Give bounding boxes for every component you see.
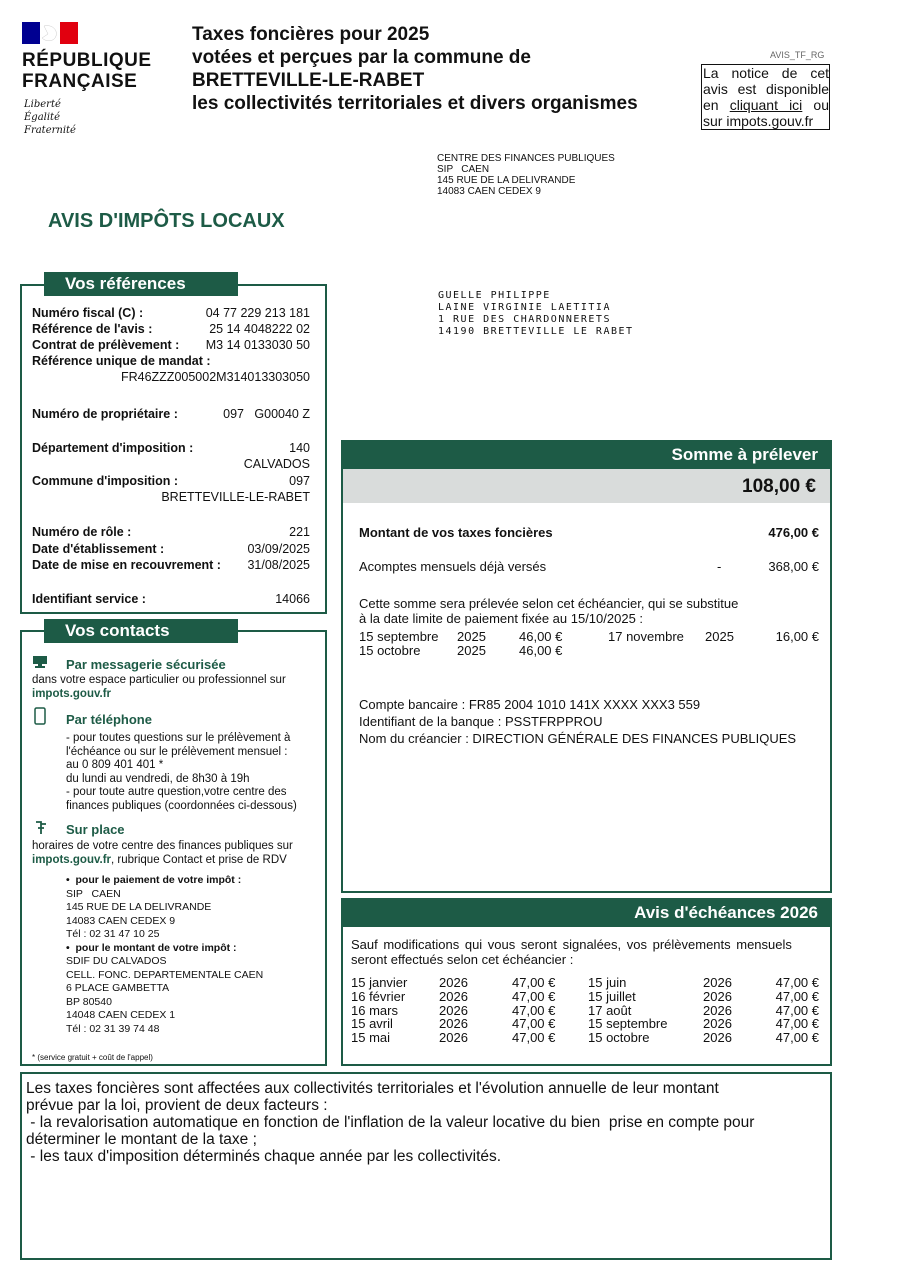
centre-address: CENTRE DES FINANCES PUBLIQUES SIP CAEN 145 RUE DE LA DELIVRANDE 14083 CAEN CEDEX 9 xyxy=(437,153,615,197)
somme-amount: 108,00 € xyxy=(343,469,830,503)
contacts-content: Par messagerie sécurisée dans votre espace particulier ou professionnel sur impots.gouv.fr Par téléphone - pour toutes questions sur le prélèvement à l'échéance ou sur le prélèvement mensuel : au 0 809 401 401 * du lundi au vendredi, de 8h30 à 19h - pour toute autre question,votre centre des finances publiques (coordonnées ci-dessous) Sur place horaires de votre centre des finances publiques sur impots.gouv.fr, rubrique Contact et prise de RDV • pour le paiement de votre impôt : SIP CAEN 145 RUE DE LA DELIVRANDE 14083 CAEN CEDEX 9 Tél : 02 31 47 10 25 • pour le montant de votre impôt : SDIF DU CALVADOS CELL. FONC. DEPARTEMENTALE CAEN 6 PLACE GAMBETTA BP 80540 14048 CAEN CEDEX 1 Tél : 02 31 39 74 48 * (service gratuit + coût de l'appel) xyxy=(32,655,322,1065)
contacts-tab: Vos contacts xyxy=(44,619,238,643)
recipient-address: GUELLE PHILIPPE LAINE VIRGINIE LAETITIA 1 RUE DES CHARDONNERETS 14190 BRETTEVILLE LE RABET xyxy=(438,290,634,337)
marianne-logo-icon xyxy=(22,22,78,44)
footnote: * (service gratuit + coût de l'appel) xyxy=(32,1053,153,1062)
contact-addresses: • pour le paiement de votre impôt : SIP CAEN 145 RUE DE LA DELIVRANDE 14083 CAEN CEDEX 9 Tél : 02 31 47 10 25 • pour le montant de votre impôt : SDIF DU CALVADOS CELL. FONC. DEPARTEMENTALE CAEN 6 PLACE GAMBETTA BP 80540 14048 CAEN CEDEX 1 Tél : 02 31 39 74 48 xyxy=(66,874,264,1035)
telephone-title: Par téléphone xyxy=(66,712,152,727)
notice-box: La notice de cet avis est disponible en cliquant ici ou sur impots.gouv.fr xyxy=(703,65,830,129)
echeances-content: Sauf modifications qui vous seront signalées, vos prélèvements mensuels seront effectués selon cet échéancier : 15 janvier 2026 47,00 € 16 février 2026 47,00 € 16 mars 2026 47,00 € 15 avril 2026 47,00 € 15 mai 2026 47,00 € 15 juin 2026 47,00 € 15 juillet 2026 47,00 € 17 août 2026 47,00 € 15 septembre 2026 47,00 € 15 octobre 2026 47,00 € xyxy=(351,937,819,1045)
place-link[interactable]: impots.gouv.fr xyxy=(32,854,112,866)
republique-francaise-logo: RÉPUBLIQUE FRANÇAISE xyxy=(22,50,152,92)
document-title: Taxes foncières pour 2025 votées et perçues par la commune de BRETTEVILLE-LE-RABET les collectivités territoriales et divers organismes xyxy=(192,24,638,114)
computer-icon xyxy=(32,655,48,669)
messagerie-link[interactable]: impots.gouv.fr xyxy=(32,688,112,700)
notice-link[interactable]: cliquant ici xyxy=(729,97,803,113)
page-title: AVIS D'IMPÔTS LOCAUX xyxy=(48,210,285,232)
phone-icon xyxy=(34,707,46,725)
info-text: Les taxes foncières sont affectées aux collectivités territoriales et l'évolution annuelle de leur montant prévue par la loi, provient de deux facteurs : - la revalorisation automatique en fonction de l'inflation de la valeur locative du bien prise en compte pour déterminer le montant de la taxe ; - les taux d'imposition déterminés chaque année par les collectivités. xyxy=(26,1080,755,1165)
echeances-title: Avis d'échéances 2026 xyxy=(341,898,832,927)
avis-code: AVIS_TF_RG xyxy=(770,50,825,60)
somme-content: Montant de vos taxes foncières 476,00 € Acomptes mensuels déjà versés - 368,00 € Cette somme sera prélevée selon cet échéancier, qui se substitue à la date limite de paiement fixée au 15/10/2025 : 15 septembre 2025 46,00 € 15 octobre 2025 46,00 € 17 novembre 2025 16,00 € Compte bancaire : FR85 2004 1010 141X XXXX XXX3 559 Identifiant de la banque : PSSTFRPPROU Nom du créancier : DIRECTION GÉNÉRALE DES FINANCES PUBLIQUES xyxy=(359,525,819,746)
motto: Liberté Égalité Fraternité xyxy=(24,99,76,136)
references-content: Numéro fiscal (C) : 04 77 229 213 181 Référence de l'avis : 25 14 4048222 02 Contrat de prélèvement : M3 14 0133030 50 Référence unique de mandat : FR46ZZZ005002M314013303050 Numéro de propriétaire : 097 G00040 Z Département d'imposition : 140 CALVADOS Commune d'imposition : 097 BRETTEVILLE-LE-RABET Numéro de rôle : 221 Date d'établissement : 03/09/2025 Date de mise en recouvrement : 31/08/2025 Identifiant service : 14066 xyxy=(32,306,310,606)
location-icon xyxy=(34,820,48,836)
messagerie-title: Par messagerie sécurisée xyxy=(66,657,226,672)
references-tab: Vos références xyxy=(44,272,238,296)
place-title: Sur place xyxy=(66,822,125,837)
telephone-text: - pour toutes questions sur le prélèvement à l'échéance ou sur le prélèvement mensuel : au 0 809 401 401 * du lundi au vendredi, de 8h30 à 19h - pour toute autre question,votre centre des finances publiques (coordonnées ci-dessous) xyxy=(66,732,297,812)
somme-title: Somme à prélever xyxy=(341,440,832,469)
